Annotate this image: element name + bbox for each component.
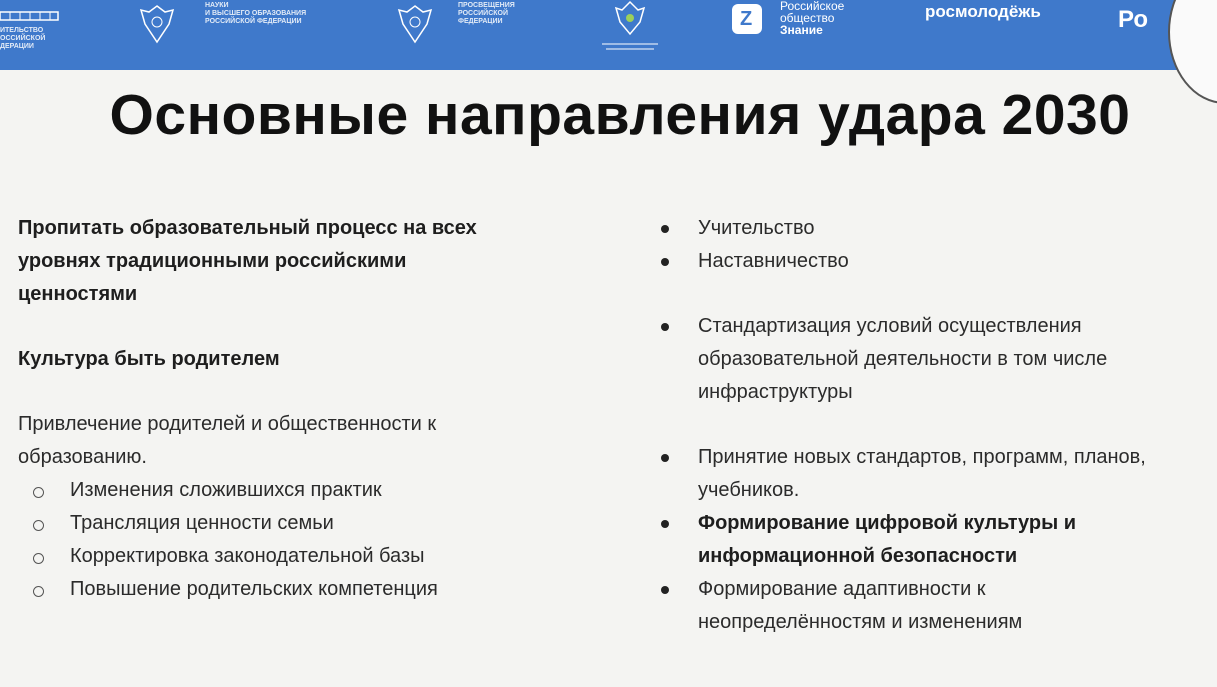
government-logo bbox=[0, 8, 62, 51]
list-item-text: Трансляция ценности семьи bbox=[70, 512, 334, 534]
bullet-continuation bbox=[658, 474, 1217, 507]
znanie-line-3: Знание bbox=[780, 23, 823, 37]
bullet-continuation bbox=[658, 540, 1217, 573]
bullet-item bbox=[658, 212, 1217, 245]
circle-bullet-icon bbox=[33, 586, 44, 597]
bullet-item bbox=[658, 245, 1217, 278]
bullet-item bbox=[658, 310, 1217, 343]
circle-bullet-icon bbox=[33, 487, 44, 498]
ministry-enlightenment-line-2: РОССИЙСКОЙ bbox=[458, 10, 508, 17]
ministry-science-line-3: РОССИЙСКОЙ ФЕДЕРАЦИИ bbox=[205, 18, 302, 25]
list-item-text: Корректировка законодательной базы bbox=[70, 545, 425, 567]
left-paragraph-line-2: образованию. bbox=[18, 446, 147, 468]
left-sub-list bbox=[18, 474, 578, 606]
bullet-text: образовательной деятельности в том числе bbox=[698, 348, 1108, 370]
ministry-science-logo bbox=[205, 2, 306, 26]
left-heading-1-line-1: Пропитать образовательный процесс на всех bbox=[18, 217, 477, 239]
government-logo-line-2: ОССИЙСКОЙ bbox=[0, 35, 46, 42]
ministry-enlightenment-logo bbox=[458, 2, 515, 26]
left-heading-1-line-3: ценностями bbox=[18, 283, 138, 305]
bullet-dot-icon bbox=[661, 323, 669, 331]
bullet-text: неопределённостям и изменениям bbox=[698, 611, 1023, 633]
bullet-continuation bbox=[658, 606, 1217, 639]
left-heading-1-line-2: уровнях традиционными российскими bbox=[18, 250, 407, 272]
ministry-science-line-2: И ВЫСШЕГО ОБРАЗОВАНИЯ bbox=[205, 10, 307, 17]
ministry-enlightenment-line-1: ПРОСВЕЩЕНИЯ bbox=[458, 2, 515, 9]
bullet-dot-icon bbox=[661, 225, 669, 233]
government-logo-line-3: ДЕРАЦИИ bbox=[0, 43, 34, 50]
emblem-seal-icon bbox=[598, 0, 662, 54]
bullet-continuation bbox=[658, 343, 1217, 376]
slide-title: Основные направления удара 2030 bbox=[109, 83, 1131, 147]
bullet-dot-icon bbox=[661, 454, 669, 462]
circle-bullet-icon bbox=[33, 553, 44, 564]
list-item-text: Повышение родительских компетенция bbox=[70, 578, 438, 600]
left-paragraph-line-1: Привлечение родителей и общественности к bbox=[18, 413, 437, 435]
list-item bbox=[18, 573, 578, 606]
bullet-text: Формирование цифровой культуры и bbox=[698, 512, 1077, 534]
znanie-line-2: общество bbox=[780, 11, 835, 25]
bullet-text: Принятие новых стандартов, программ, планов, bbox=[698, 446, 1146, 468]
bullet-text: Учительство bbox=[698, 217, 815, 239]
bullet-continuation bbox=[658, 376, 1217, 409]
building-icon bbox=[0, 8, 62, 22]
right-column bbox=[658, 212, 1217, 639]
bullet-dot-icon bbox=[661, 258, 669, 266]
rosmolodezh-logo: росмолодёжь bbox=[925, 2, 1041, 21]
bullet-text: Формирование адаптивности к bbox=[698, 578, 986, 600]
rod-logo: Ро bbox=[1118, 6, 1149, 33]
bullet-text: информационной безопасности bbox=[698, 545, 1018, 567]
bullet-text: инфраструктуры bbox=[698, 381, 853, 403]
coat-of-arms-icon bbox=[135, 2, 179, 46]
government-logo-line-1: ИТЕЛЬСТВО bbox=[0, 27, 44, 34]
left-heading-2: Культура быть родителем bbox=[18, 348, 280, 370]
bullet-item bbox=[658, 573, 1217, 606]
list-item bbox=[18, 474, 578, 507]
bullet-item bbox=[658, 507, 1217, 540]
bullet-text: учебников. bbox=[698, 479, 800, 501]
znanie-line-1: Российское bbox=[780, 0, 845, 13]
list-item bbox=[18, 540, 578, 573]
bullet-text: Наставничество bbox=[698, 250, 849, 272]
left-column bbox=[18, 212, 578, 606]
bullet-text: Стандартизация условий осуществления bbox=[698, 315, 1082, 337]
ministry-science-line-1: НАУКИ bbox=[205, 2, 229, 9]
list-item-text: Изменения сложившихся практик bbox=[70, 479, 382, 501]
ministry-enlightenment-line-3: ФЕДЕРАЦИИ bbox=[458, 18, 503, 25]
coat-of-arms-icon bbox=[393, 2, 437, 46]
znanie-badge-icon: Z bbox=[732, 4, 762, 34]
bullet-dot-icon bbox=[661, 586, 669, 594]
list-item bbox=[18, 507, 578, 540]
partner-logos-banner bbox=[0, 0, 1217, 70]
bullet-dot-icon bbox=[661, 520, 669, 528]
circle-bullet-icon bbox=[33, 520, 44, 531]
bullet-item bbox=[658, 441, 1217, 474]
